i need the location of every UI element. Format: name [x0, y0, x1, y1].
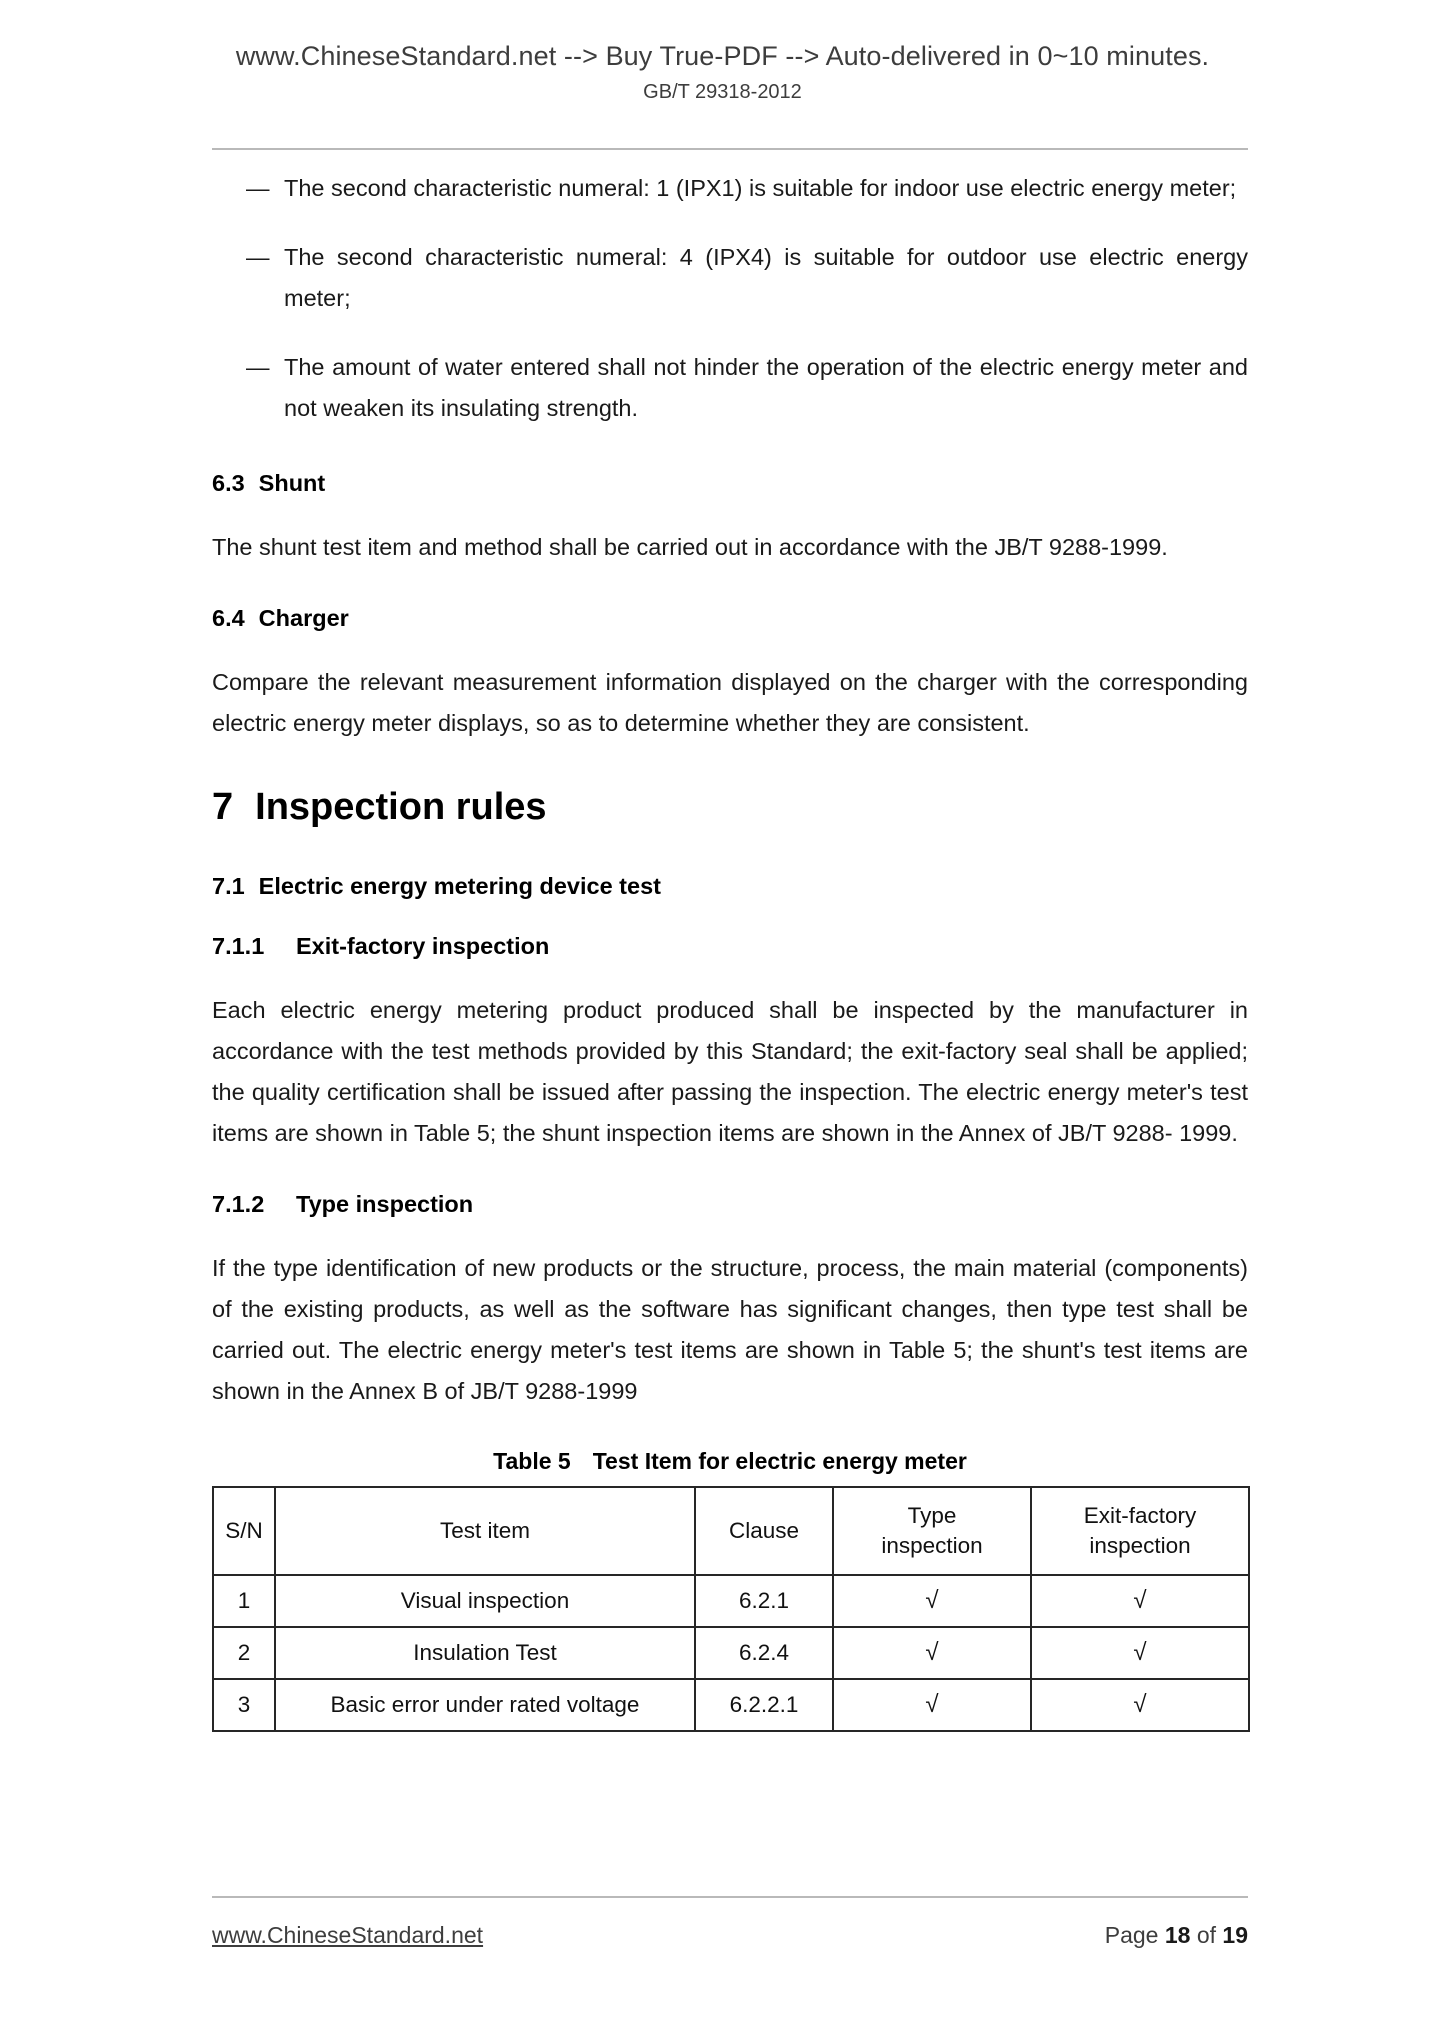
page-current: 18 [1164, 1922, 1191, 1948]
footer-site-link[interactable]: www.ChineseStandard.net [212, 1922, 484, 1948]
col-header-exit-line2: inspection [1089, 1533, 1191, 1558]
col-header-clause: Clause [695, 1487, 833, 1575]
heading-6-3 [212, 467, 1248, 499]
col-header-sn: S/N [213, 1487, 275, 1575]
list-item [212, 347, 1248, 429]
heading-7-1-number: 7.1 [212, 873, 245, 899]
heading-7-1-2-title: Type inspection [296, 1191, 474, 1217]
promo-banner: www.ChineseStandard.net --> Buy True-PDF --> Auto-delivered in 0~10 minutes. [235, 41, 1210, 71]
page-of: of [1196, 1922, 1217, 1948]
paragraph-6-4: Compare the relevant measurement information displayed on the charger with the corresponding electric energy meter displays, so as to determine whether they are consistent. [212, 669, 1248, 736]
cell-type-inspection-check: √ [833, 1627, 1031, 1679]
page-footer [212, 1922, 1248, 1949]
table-body [213, 1575, 1249, 1731]
em-dash-icon: — [246, 244, 270, 270]
page-number [1105, 1922, 1248, 1949]
cell-sn: 3 [213, 1679, 275, 1731]
table-header-row [213, 1487, 1249, 1575]
col-header-exit-factory-inspection [1031, 1487, 1249, 1575]
cell-test-item: Basic error under rated voltage [275, 1679, 695, 1731]
em-dash-icon: — [246, 354, 270, 380]
test-item-table [212, 1486, 1250, 1732]
heading-6-4-title: Charger [258, 605, 349, 631]
col-header-exit-line1: Exit-factory [1083, 1503, 1197, 1528]
cell-test-item: Insulation Test [275, 1627, 695, 1679]
table-row [213, 1575, 1249, 1627]
col-header-test-item: Test item [275, 1487, 695, 1575]
table-caption-number: Table 5 [493, 1448, 571, 1474]
col-header-type-inspection [833, 1487, 1031, 1575]
list-item [212, 237, 1248, 319]
cell-clause: 6.2.1 [695, 1575, 833, 1627]
list-item [212, 168, 1248, 209]
paragraph-7-1-2: If the type identification of new products or the structure, process, the main material (components) of the existing products, as well as the software has significant changes, then type test shall be carried out. The electric energy meter's test items are shown in Table 5; the shunt's test items are shown in the Annex B of JB/T 9288-1999 [212, 1255, 1248, 1404]
table-caption-text: Test Item for electric energy meter [592, 1448, 967, 1474]
page-total: 19 [1222, 1922, 1248, 1948]
page-header [0, 40, 1445, 104]
heading-6-3-title: Shunt [258, 470, 326, 496]
cell-test-item: Visual inspection [275, 1575, 695, 1627]
cell-clause: 6.2.2.1 [695, 1679, 833, 1731]
heading-7 [212, 784, 1248, 830]
cell-type-inspection-check: √ [833, 1679, 1031, 1731]
heading-7-1-2 [212, 1188, 1248, 1220]
table-row [213, 1679, 1249, 1731]
col-header-type-line1: Type [907, 1503, 957, 1528]
paragraph-6-3: The shunt test item and method shall be carried out in accordance with the JB/T 9288-1999. [212, 534, 1168, 560]
paragraph-7-1-1: Each electric energy metering product produced shall be inspected by the manufacturer in accordance with the test methods provided by this Standard; the exit-factory seal shall be applied; the quality certification shall be issued after passing the inspection. The electric energy meter's test items are shown in Table 5; the shunt inspection items are shown in the Annex of JB/T 9288- 1999. [212, 997, 1248, 1146]
heading-6-4-number: 6.4 [212, 605, 245, 631]
table-header [213, 1487, 1249, 1575]
footer-divider [212, 1896, 1248, 1898]
heading-7-1-1-title: Exit-factory inspection [296, 933, 550, 959]
page-prefix: Page [1104, 1922, 1159, 1948]
list-item-text: The second characteristic numeral: 1 (IPX1) is suitable for indoor use electric energy meter; [284, 175, 1237, 201]
standard-number: GB/T 29318-2012 [643, 80, 802, 103]
heading-7-1-title: Electric energy metering device test [258, 873, 661, 899]
list-item-text: The amount of water entered shall not hinder the operation of the electric energy meter and not weaken its insulating strength. [284, 354, 1248, 421]
cell-sn: 2 [213, 1627, 275, 1679]
cell-clause: 6.2.4 [695, 1627, 833, 1679]
heading-7-1-1 [212, 930, 1248, 962]
heading-6-4 [212, 602, 1248, 634]
header-divider [212, 148, 1248, 150]
cell-exit-factory-check: √ [1031, 1627, 1249, 1679]
document-body [212, 168, 1248, 1732]
heading-6-3-number: 6.3 [212, 470, 245, 496]
em-dash-icon: — [246, 175, 270, 201]
table-caption [212, 1446, 1248, 1476]
heading-7-1-1-number: 7.1.1 [212, 933, 265, 959]
cell-sn: 1 [213, 1575, 275, 1627]
col-header-type-line2: inspection [881, 1533, 983, 1558]
cell-type-inspection-check: √ [833, 1575, 1031, 1627]
cell-exit-factory-check: √ [1031, 1679, 1249, 1731]
table-row [213, 1627, 1249, 1679]
heading-7-1-2-number: 7.1.2 [212, 1191, 265, 1217]
heading-7-title: Inspection rules [255, 786, 547, 828]
cell-exit-factory-check: √ [1031, 1575, 1249, 1627]
list-item-text: The second characteristic numeral: 4 (IPX4) is suitable for outdoor use electric energy meter; [284, 244, 1248, 311]
heading-7-number: 7 [212, 786, 234, 828]
heading-7-1 [212, 870, 1248, 902]
